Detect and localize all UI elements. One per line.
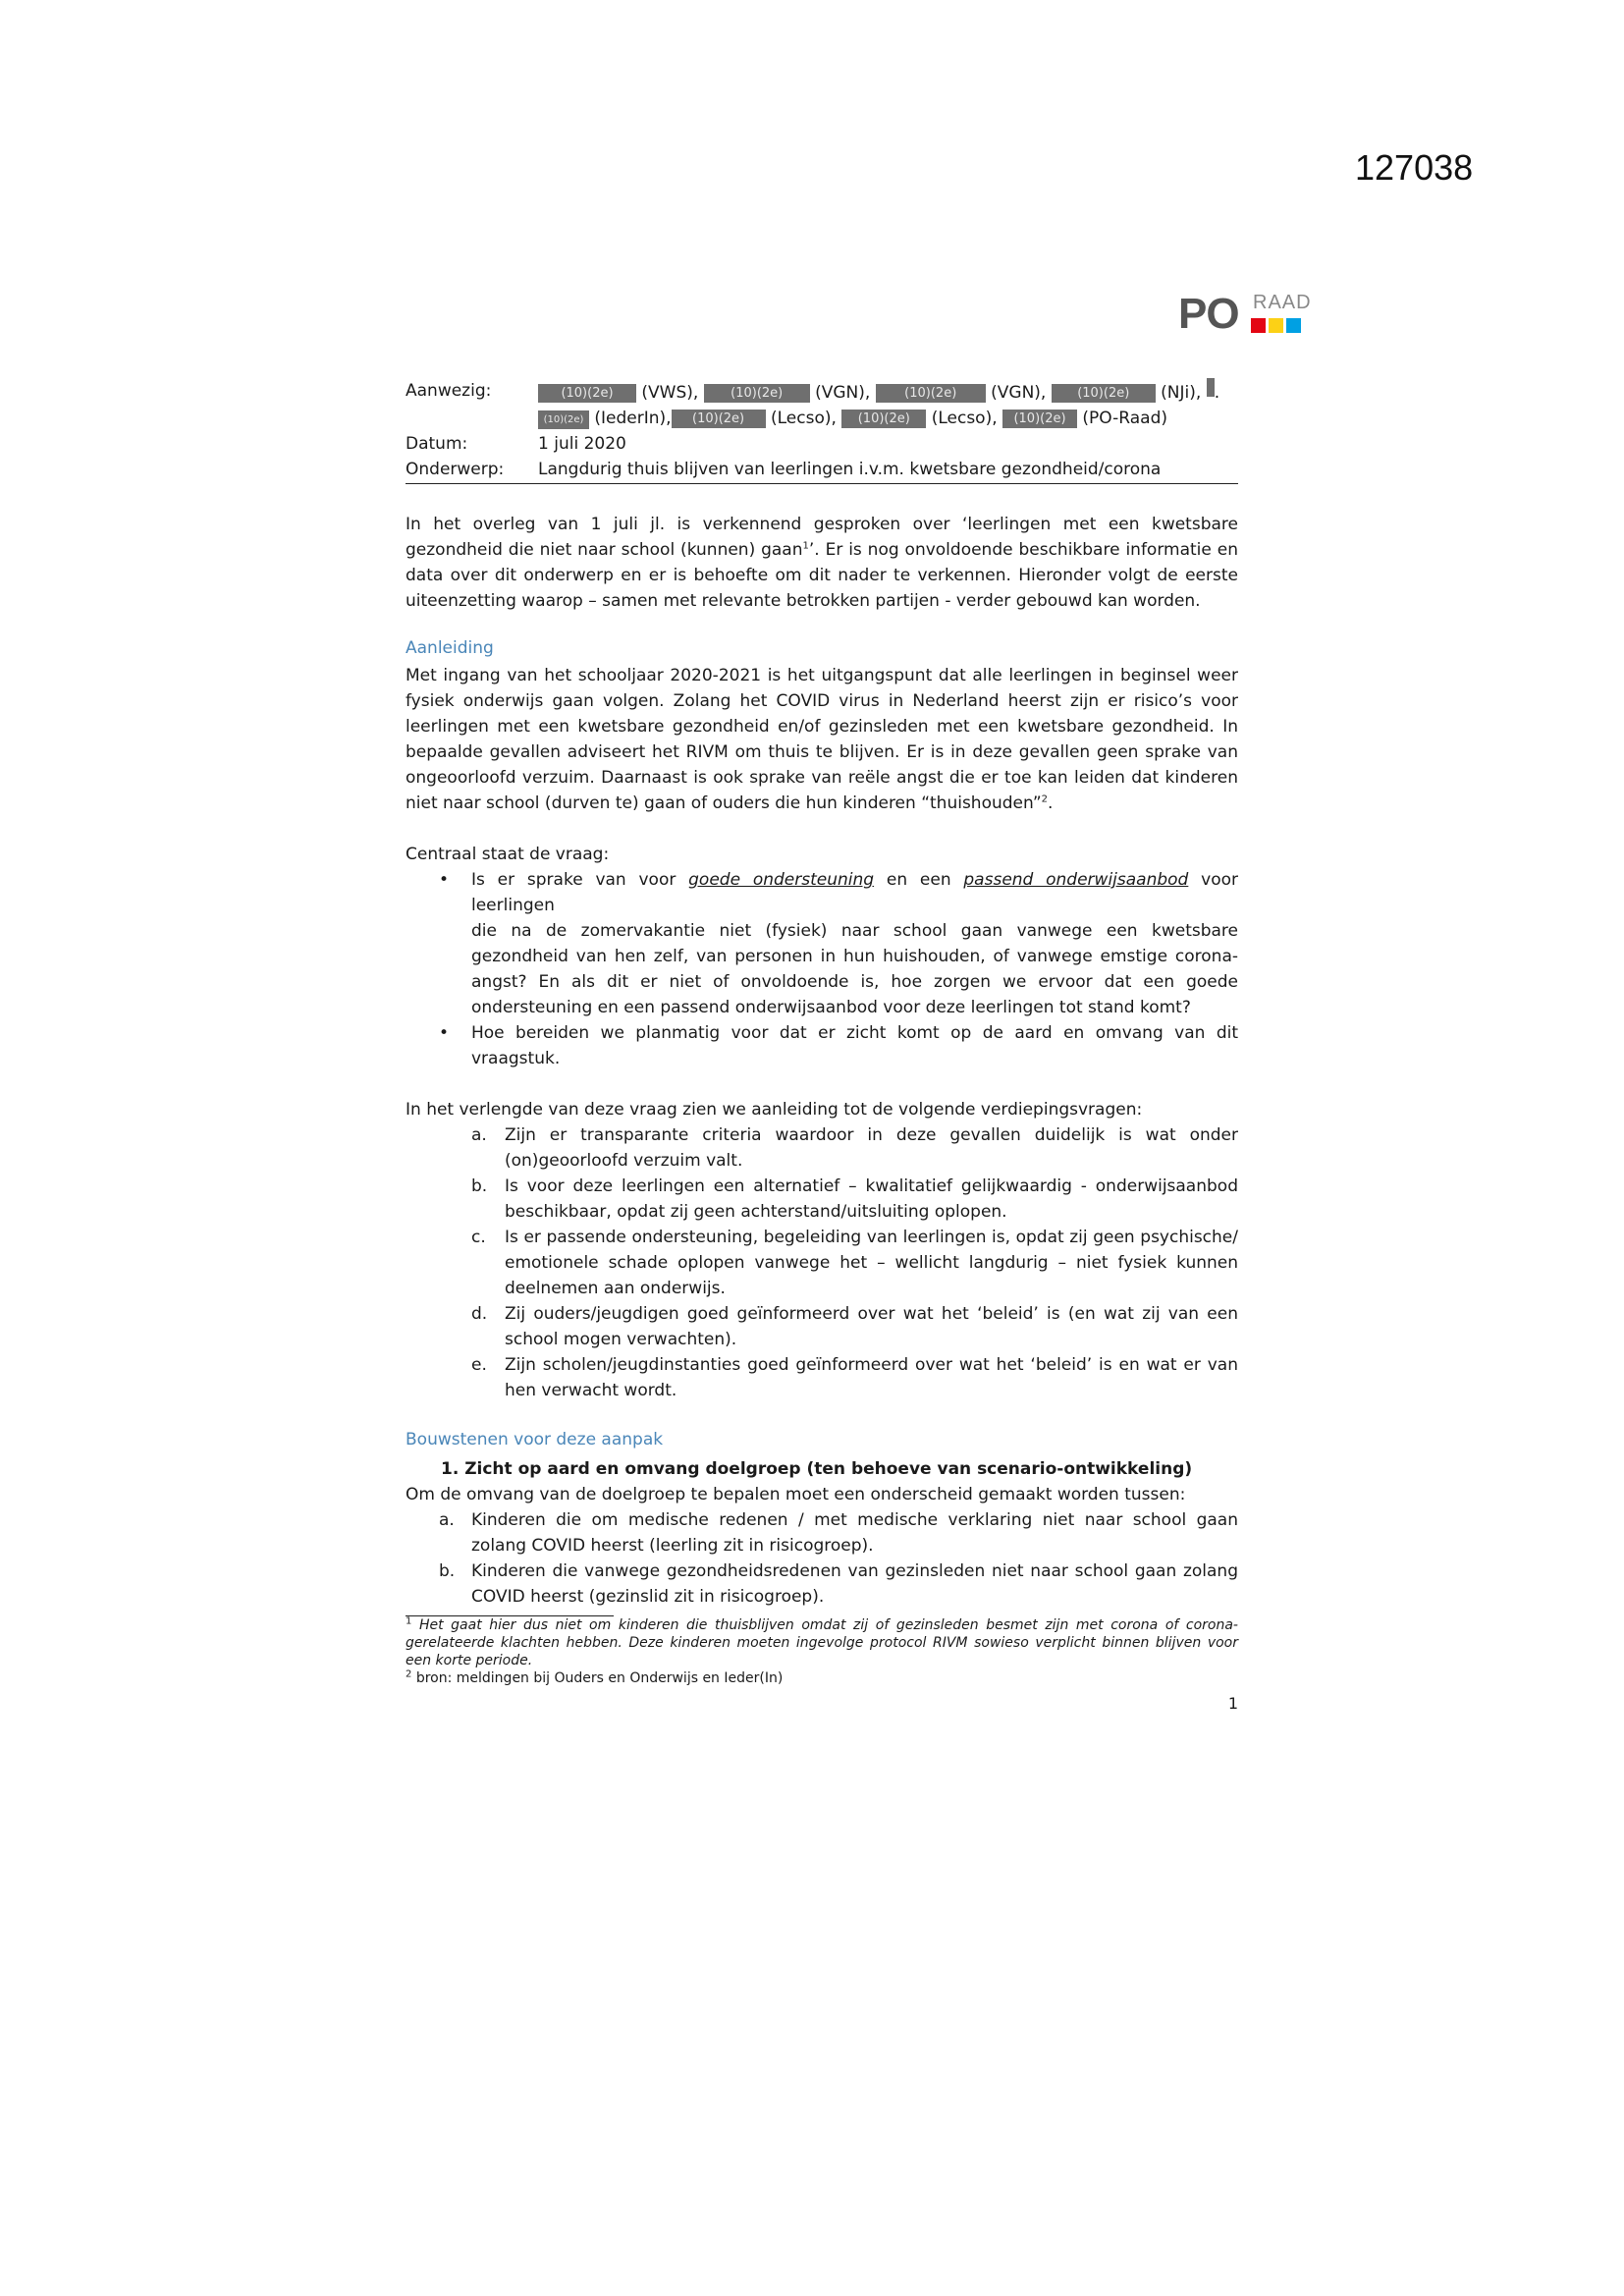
datum-label: Datum: [406,434,468,454]
aanleiding-paragraph: Met ingang van het schooljaar 2020-2021 is het uitgangspunt dat alle leerlingen in beginsel weer fysiek onderwijs gaan volgen. Zolang het COVID virus in Nederland heerst zijn er risico’s voor leerlingen met een kwetsbare gezondheid en/of gezinsleden met een kwetsbare gezondheid. In bepaalde gevallen adviseert het RIVM om thuis te blijven. Er is in deze gevallen geen sprake van ongeoorloofd verzuim. Daarnaast is ook sprake van reële angst die er toe kan leiden dat kinderen niet naar school (durven te) gaan of ouders die hun kinderen “thuishouden”$^2$. [406,666,1238,813]
vraag-intro: Centraal staat de vraag: [406,845,610,864]
logo-square-red [1251,318,1266,333]
onderwerp-value: Langdurig thuis blijven van leerlingen i.v.m. kwetsbare gezondheid/corona [538,460,1162,479]
bouwstenen-list [406,1507,1238,1610]
intro-paragraph: In het overleg van 1 juli jl. is verkennend gesproken over ‘leerlingen met een kwetsbare gezondheid die niet naar school (kunnen) gaan$^1$’. Er is nog onvoldoende beschikbare informatie en data over dit onderwerp en er is behoefte om dit nader te verkennen. Hieronder volgt de eerste uiteenzetting waarop – samen met relevante betrokken partijen - verder gebouwd kan worden. [406,515,1238,611]
org: (VGN), [991,383,1047,403]
redaction-box: (10)(2e) [672,410,766,428]
list-item: • Is er sprake van voor goede ondersteuning en een passend onderwijsaanbod voor leerlingen die na de zomervakantie niet (fysiek) naar school gaan vanwege een kwetsbare gezondheid van hen zelf, van personen in hun huishouden, of vanwege emstige corona-angst? En als dit er niet of onvoldoende is, hoe zorgen we ervoor dat een goede ondersteuning en een passend onderwijsaanbod voor deze leerlingen tot stand komt? [406,867,1238,1020]
logo-po: PO [1178,290,1239,338]
meta-block [406,378,1238,484]
verdieping-intro: In het verlengde van deze vraag zien we aanleiding tot de volgende verdiepingsvragen: [406,1100,1143,1120]
list-item: a. Zijn er transparante criteria waardoor in deze gevallen duidelijk is wat onder (on)geoorloofd verzuim valt. [471,1125,1238,1171]
logo-square-blue [1286,318,1301,333]
onderwerp-label: Onderwerp: [406,460,505,479]
aanwezig-label: Aanwezig: [406,381,492,401]
list-item: • Hoe bereiden we planmatig voor dat er zicht komt op de aard en omvang van dit vraagstuk. [406,1020,1238,1071]
list-item: b. Is voor deze leerlingen een alternatief – kwalitatief gelijkwaardig - onderwijsaanbod beschikbaar, opdat zij geen achterstand/uitsluiting oplopen. [471,1176,1238,1222]
meta-aanwezig-cont [406,406,1238,431]
datum-value: 1 juli 2020 [538,434,626,454]
footnote-2: $^2$ bron: meldingen bij Ouders en Onderwijs en Ieder(In) [406,1668,784,1686]
org: (Lecso), [931,409,998,428]
redaction-box: (10)(2e) [538,384,636,403]
org: (NJi), [1161,383,1202,403]
bouwsteen-1-title: 1. Zicht op aard en omvang doelgroep (ten behoeve van scenario-ontwikkeling) [441,1459,1193,1479]
meta-divider [406,483,1238,484]
logo-raad: RAAD [1253,292,1312,313]
footnote-ref-1: 1 [802,540,809,552]
org: (VGN), [815,383,871,403]
bouwstenen-heading: Bouwstenen voor deze aanpak [406,1430,664,1449]
redaction-box-small [1207,378,1215,397]
document-number: 127038 [1355,147,1474,188]
vraag-list [406,867,1238,1071]
list-item: e. Zijn scholen/jeugdinstanties goed geïnformeerd over wat het ‘beleid’ is en wat er van hen verwacht wordt. [471,1355,1238,1400]
redaction-box: (10)(2e) [841,410,926,428]
emphasis-passend-onderwijsaanbod: passend onderwijsaanbod [963,870,1189,890]
document-page [406,378,1238,1717]
org: (Lecso), [770,409,837,428]
org: (VWS), [641,383,699,403]
list-item: b. Kinderen die vanwege gezondheidsredenen van gezinsleden niet naar school gaan zolang COVID heerst (gezinslid zit in risicogroep). [439,1561,1238,1607]
redaction-box: (10)(2e) [876,384,986,403]
org: (PO-Raad) [1082,409,1167,428]
bouwstenen-intro: Om de omvang van de doelgroep te bepalen moet een onderscheid gemaakt worden tussen: [406,1485,1186,1504]
org: (IederIn), [594,409,672,428]
redaction-box: (10)(2e) [704,384,810,403]
meta-aanwezig [406,378,1238,406]
redaction-box: (10)(2e) [1052,384,1156,403]
aanwezig-value: (10)(2e) (VWS), (10)(2e) (VGN), (10)(2e) (VGN), (10)(2e) (NJi), . [538,378,1238,406]
meta-onderwerp [406,457,1238,482]
list-item: c. Is er passende ondersteuning, begeleiding van leerlingen is, opdat zij geen psychische/ emotionele schade oplopen vanwege het – wellicht langdurig – niet fysiek kunnen deelnemen aan onderwijs. [471,1228,1238,1298]
aanleiding-heading: Aanleiding [406,638,494,658]
redaction-box: (10)(2e) [1002,410,1077,428]
emphasis-goede-ondersteuning: goede ondersteuning [688,870,875,890]
redaction-box: (10)(2e) [538,410,589,429]
list-item: a. Kinderen die om medische redenen / met medische verklaring niet naar school gaan zolang COVID heerst (leerling zit in risicogroep). [439,1510,1238,1556]
page-number: 1 [1227,1694,1238,1713]
verdieping-list [406,1122,1238,1403]
logo-square-yellow [1269,318,1283,333]
po-raad-logo [1178,291,1316,340]
footnote-ref-2: 2 [1041,793,1049,805]
list-item: d. Zij ouders/jeugdigen goed geïnformeerd over wat het ‘beleid’ is (en wat zij van een school mogen verwachten). [471,1304,1238,1349]
footnote-1: $^1$ Het gaat hier dus niet om kinderen die thuisblijven omdat zij of gezinsleden besmet zijn met corona of corona-gerelateerde klachten hebben. Deze kinderen moeten ingevolge protocol RIVM sowieso verplicht binnen blijven voor een korte periode. [406,1615,1238,1668]
meta-datum [406,431,1238,457]
